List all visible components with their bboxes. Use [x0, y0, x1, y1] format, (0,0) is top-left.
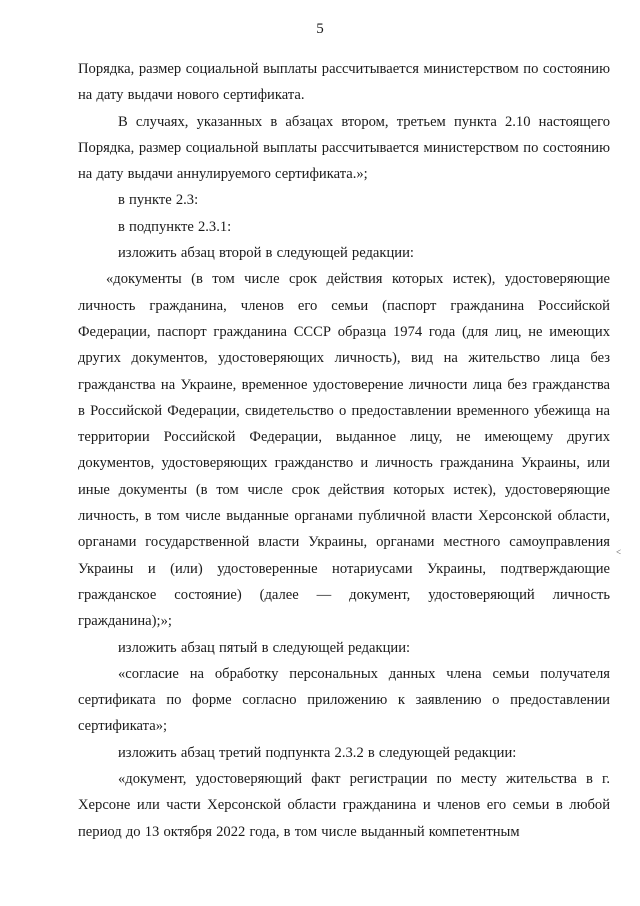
paragraph-4: в подпункте 2.3.1:: [118, 218, 232, 235]
paragraph-8: «согласие на обработку персональных данных члена семьи получателя сертификата по форме согласно приложению к заявлению о предоставлении сертификата»;: [78, 665, 610, 735]
paragraph-9: изложить абзац третий подпункта 2.3.2 в следующей редакции:: [118, 744, 517, 761]
paragraph-10: «документ, удостоверяющий факт регистрации по месту жительства в г. Херсоне или части Херсонской области гражданина и членов его семьи в любой период до 13 октября 2022 года, в том числе выданный компетентным: [78, 771, 610, 840]
paragraph-6: «документы (в том числе срок действия которых истек), удостоверяющие личность гражданина, членов его семьи (паспорт гражданина Российской Федерации, паспорт гражданина СССР образца 1974 года (для лиц, не имеющих других документов, удостоверяющих личность), вид на жительство лица без гражданства на Украине, временное удостоверение личности лица без гражданства в Российской Федерации, свидетельство о предоставлении временного убежища на территории Российской Федерации, выданное лицу, не имеющему других документов, удостоверяющих гражданство и личность гражданина Украины, или иные документы (в том числе срок действия которых истек), удостоверяющие личность, в том числе выданные органами публичной власти Херсонской области, органами государственной власти Украины, органами местного самоуправления Украины и (или) удостоверенные нотариусами Украины, подтверждающие гражданское состояние) (далее — документ, удостоверяющий личность гражданина);»;: [78, 271, 610, 630]
paragraph-1: Порядка, размер социальной выплаты рассчитывается министерством по состоянию на дату выдачи нового сертификата.: [78, 61, 610, 104]
paragraph-5: изложить абзац второй в следующей редакции:: [118, 245, 414, 262]
page-number: 5: [316, 21, 324, 37]
paragraph-2: В случаях, указанных в абзацах втором, третьем пункта 2.10 настоящего Порядка, размер социальной выплаты рассчитывается министерством по состоянию на дату выдачи аннулируемого сертификата.»;: [78, 113, 610, 183]
paragraph-7: изложить абзац пятый в следующей редакции:: [118, 639, 411, 656]
paragraph-3: в пункте 2.3:: [118, 192, 199, 209]
document-body: [78, 56, 610, 845]
margin-mark: <: [616, 547, 622, 557]
